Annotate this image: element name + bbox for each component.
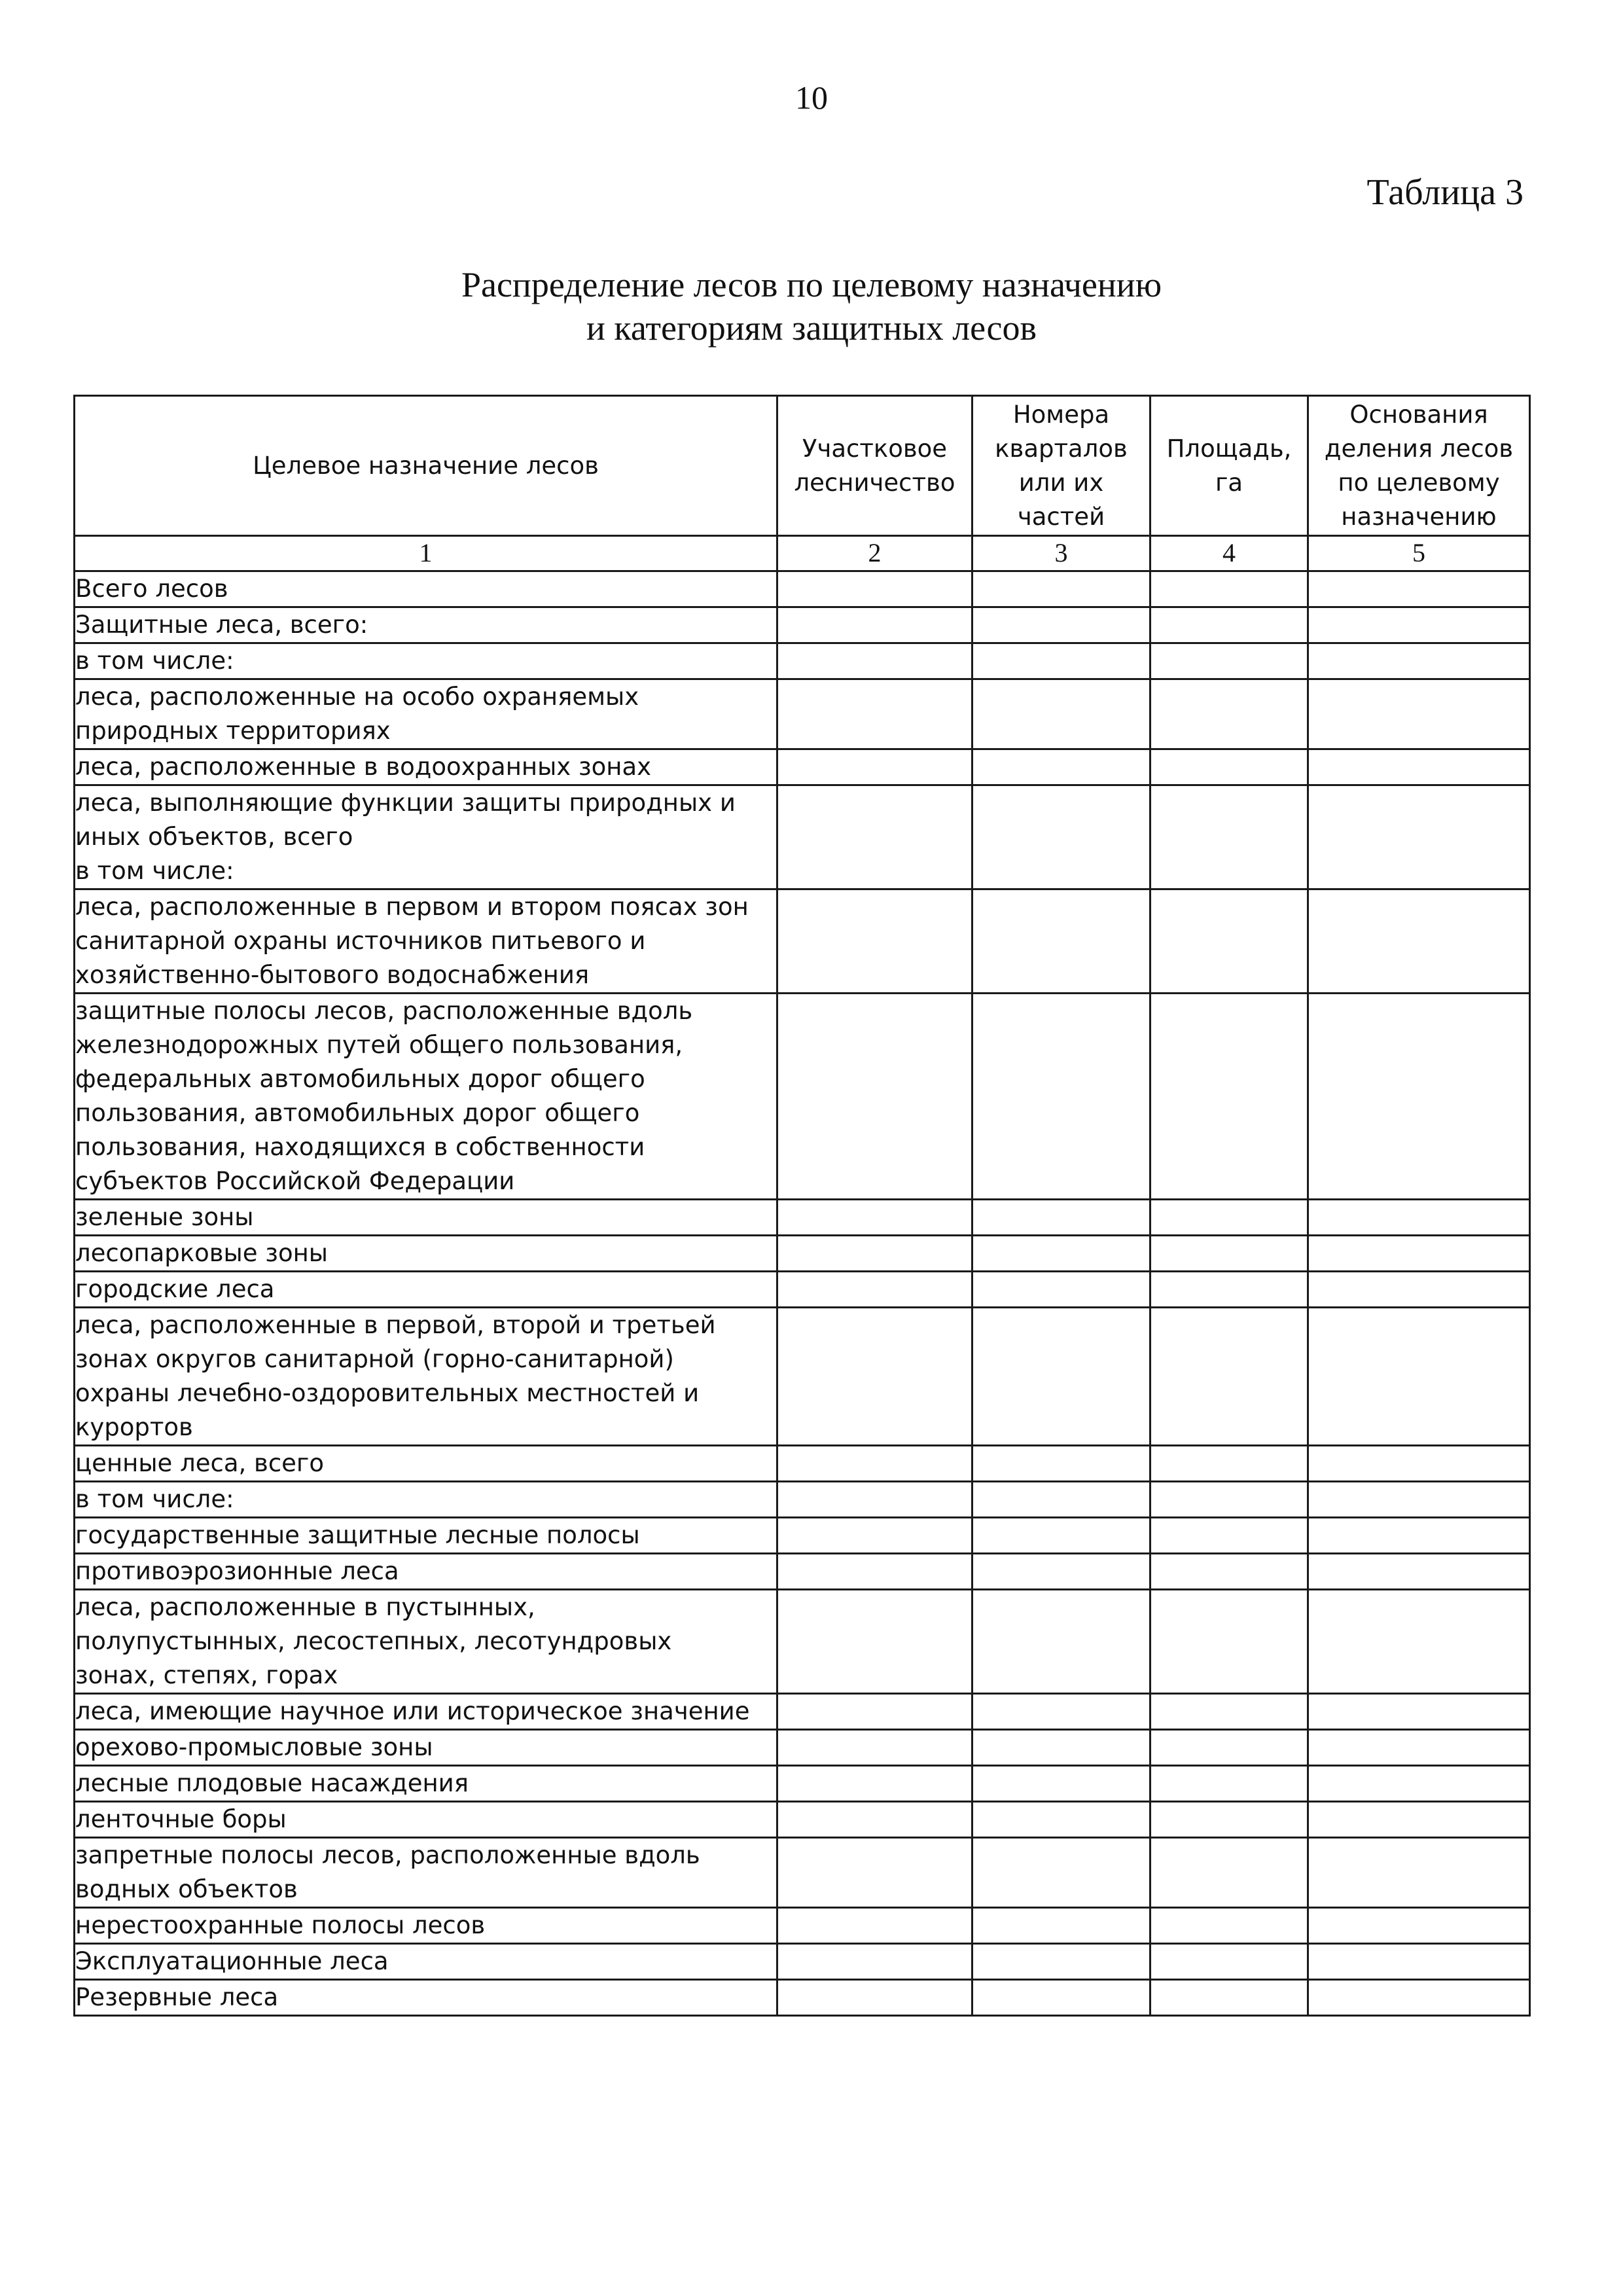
row-label — [75, 785, 777, 889]
empty-cell — [1308, 1272, 1530, 1308]
empty-cell — [1308, 1446, 1530, 1482]
row-label-line: пользования, автомобильных дорог общего — [75, 1099, 640, 1127]
table-row — [75, 1554, 1530, 1590]
empty-cell — [972, 785, 1150, 889]
table-row — [75, 1518, 1530, 1554]
header-area — [1150, 396, 1308, 536]
row-label-line: федеральных автомобильных дорог общего — [75, 1065, 645, 1093]
table-row — [75, 785, 1530, 889]
empty-cell — [1308, 643, 1530, 679]
empty-cell — [1150, 1730, 1308, 1766]
table-row — [75, 1236, 1530, 1272]
header-line: кварталов — [995, 434, 1128, 463]
row-label-line: защитные полосы лесов, расположенные вдоль — [75, 997, 693, 1025]
empty-cell — [1150, 1554, 1308, 1590]
empty-cell — [777, 607, 972, 643]
row-label — [75, 1838, 777, 1908]
table-row — [75, 749, 1530, 785]
empty-cell — [972, 1554, 1150, 1590]
table-row — [75, 1838, 1530, 1908]
empty-cell — [1308, 1308, 1530, 1446]
header-line: по целевому — [1338, 468, 1500, 497]
empty-cell — [1308, 1766, 1530, 1802]
empty-cell — [972, 994, 1150, 1200]
empty-cell — [777, 1766, 972, 1802]
row-label-line: водных объектов — [75, 1875, 298, 1903]
row-label — [75, 607, 777, 643]
empty-cell — [1308, 1554, 1530, 1590]
empty-cell — [1308, 889, 1530, 994]
row-label-line: зонах округов санитарной (горно-санитарной) — [75, 1345, 674, 1373]
empty-cell — [1150, 571, 1308, 607]
row-label — [75, 889, 777, 994]
header-quarter-numbers — [972, 396, 1150, 536]
empty-cell — [1150, 1766, 1308, 1802]
column-number: 1 — [75, 536, 777, 571]
table-row — [75, 889, 1530, 994]
empty-cell — [972, 1446, 1150, 1482]
empty-cell — [1150, 1590, 1308, 1694]
empty-cell — [972, 607, 1150, 643]
table-body — [75, 571, 1530, 2016]
empty-cell — [777, 1518, 972, 1554]
empty-cell — [972, 1730, 1150, 1766]
table-row — [75, 1694, 1530, 1730]
empty-cell — [972, 889, 1150, 994]
empty-cell — [777, 749, 972, 785]
empty-cell — [1308, 1980, 1530, 2016]
table-row — [75, 1446, 1530, 1482]
row-label-line: леса, расположенные в пустынных, — [75, 1593, 535, 1621]
empty-cell — [1308, 1482, 1530, 1518]
row-label-line: хозяйственно-бытового водоснабжения — [75, 961, 590, 989]
row-label — [75, 1802, 777, 1838]
row-label-line: полупустынных, лесостепных, лесотундровых — [75, 1627, 672, 1655]
header-line: Участковое — [802, 434, 948, 463]
empty-cell — [777, 889, 972, 994]
row-label-line: запретные полосы лесов, расположенные вдоль — [75, 1841, 700, 1869]
empty-cell — [777, 679, 972, 749]
row-label-line: леса, выполняющие функции защиты природных и — [75, 789, 736, 817]
row-label-line: Всего лесов — [75, 575, 228, 603]
table-row — [75, 1908, 1530, 1944]
empty-cell — [777, 1236, 972, 1272]
empty-cell — [1150, 1802, 1308, 1838]
row-label-line: в том числе: — [75, 647, 234, 675]
empty-cell — [972, 1980, 1150, 2016]
row-label-line: леса, расположенные на особо охраняемых — [75, 683, 639, 711]
row-label — [75, 679, 777, 749]
row-label — [75, 1308, 777, 1446]
empty-cell — [777, 1200, 972, 1236]
row-label-line: охраны лечебно-оздоровительных местностей и — [75, 1379, 700, 1407]
row-label — [75, 1518, 777, 1554]
row-label-line: зеленые зоны — [75, 1203, 254, 1231]
row-label — [75, 1908, 777, 1944]
table-row — [75, 643, 1530, 679]
table-row — [75, 1730, 1530, 1766]
row-label-line: нерестоохранные полосы лесов — [75, 1911, 486, 1939]
table-title — [131, 263, 1492, 350]
empty-cell — [1308, 1590, 1530, 1694]
empty-cell — [1150, 1272, 1308, 1308]
column-number: 4 — [1150, 536, 1308, 571]
empty-cell — [972, 1802, 1150, 1838]
empty-cell — [972, 1908, 1150, 1944]
empty-cell — [777, 994, 972, 1200]
forest-distribution-table — [73, 395, 1531, 2017]
table-row — [75, 607, 1530, 643]
empty-cell — [972, 1482, 1150, 1518]
empty-cell — [1150, 1446, 1308, 1482]
empty-cell — [972, 1308, 1150, 1446]
table-title-line-2: и категориям защитных лесов — [586, 308, 1037, 348]
column-number: 3 — [972, 536, 1150, 571]
row-label-line: в том числе: — [75, 857, 234, 885]
row-label-line: Резервные леса — [75, 1983, 279, 2011]
row-label-line: городские леса — [75, 1275, 275, 1303]
row-label — [75, 1694, 777, 1730]
empty-cell — [1150, 1308, 1308, 1446]
page-number: 10 — [795, 79, 828, 116]
row-label-line: орехово-промысловые зоны — [75, 1733, 433, 1761]
row-label — [75, 1554, 777, 1590]
empty-cell — [1150, 607, 1308, 643]
row-label-line: зонах, степях, горах — [75, 1661, 338, 1689]
row-label-line: леса, расположенные в первой, второй и третьей — [75, 1311, 716, 1339]
table-row — [75, 1272, 1530, 1308]
empty-cell — [1150, 1694, 1308, 1730]
empty-cell — [972, 571, 1150, 607]
table-row — [75, 571, 1530, 607]
header-line: Номера — [1012, 400, 1110, 429]
empty-cell — [1150, 1980, 1308, 2016]
row-label-line: в том числе: — [75, 1485, 234, 1513]
header-line: или их — [1018, 468, 1104, 497]
row-label-line: курортов — [75, 1413, 193, 1441]
row-label-line: Эксплуатационные леса — [75, 1947, 389, 1975]
row-label-line: ценные леса, всего — [75, 1449, 325, 1477]
table-title-line-1: Распределение лесов по целевому назначению — [461, 265, 1162, 304]
row-label-line: субъектов Российской Федерации — [75, 1167, 515, 1195]
empty-cell — [1308, 1944, 1530, 1980]
empty-cell — [777, 1446, 972, 1482]
empty-cell — [1308, 1694, 1530, 1730]
row-label — [75, 749, 777, 785]
empty-cell — [1150, 994, 1308, 1200]
empty-cell — [777, 1802, 972, 1838]
header-line: Основания — [1349, 400, 1488, 429]
row-label — [75, 1766, 777, 1802]
header-row — [75, 396, 1530, 536]
empty-cell — [1308, 1802, 1530, 1838]
row-label — [75, 1944, 777, 1980]
header-line: лесничество — [794, 468, 955, 497]
row-label-line: Защитные леса, всего: — [75, 611, 368, 639]
row-label-line: леса, расположенные в водоохранных зонах — [75, 753, 652, 781]
row-label — [75, 643, 777, 679]
empty-cell — [1150, 889, 1308, 994]
table-row — [75, 1482, 1530, 1518]
empty-cell — [1150, 1236, 1308, 1272]
row-label — [75, 571, 777, 607]
row-label-line: пользования, находящихся в собственности — [75, 1133, 645, 1161]
table-row — [75, 1308, 1530, 1446]
empty-cell — [1150, 1944, 1308, 1980]
header-line: Целевое назначение лесов — [253, 451, 599, 480]
empty-cell — [777, 571, 972, 607]
row-label-line: леса, расположенные в первом и втором поясах зон — [75, 893, 749, 921]
empty-cell — [1308, 1236, 1530, 1272]
row-label-line: природных территориях — [75, 717, 391, 745]
empty-cell — [777, 785, 972, 889]
column-number-row — [75, 536, 1530, 571]
row-label — [75, 1272, 777, 1308]
empty-cell — [1150, 679, 1308, 749]
header-line: частей — [1017, 502, 1105, 531]
empty-cell — [777, 643, 972, 679]
header-line: деления лесов — [1324, 434, 1514, 463]
row-label — [75, 1730, 777, 1766]
table-label: Таблица 3 — [1366, 172, 1524, 213]
empty-cell — [972, 1766, 1150, 1802]
table-row — [75, 1944, 1530, 1980]
empty-cell — [1308, 749, 1530, 785]
empty-cell — [1308, 1518, 1530, 1554]
empty-cell — [777, 1482, 972, 1518]
empty-cell — [1308, 607, 1530, 643]
table-row — [75, 1766, 1530, 1802]
empty-cell — [1150, 1518, 1308, 1554]
header-purpose — [75, 396, 777, 536]
empty-cell — [1308, 994, 1530, 1200]
row-label — [75, 1236, 777, 1272]
table-row — [75, 1980, 1530, 2016]
empty-cell — [972, 643, 1150, 679]
empty-cell — [777, 1272, 972, 1308]
column-number: 2 — [777, 536, 972, 571]
row-label-line: иных объектов, всего — [75, 823, 353, 851]
empty-cell — [777, 1554, 972, 1590]
empty-cell — [1308, 1200, 1530, 1236]
header-forestry — [777, 396, 972, 536]
row-label-line: государственные защитные лесные полосы — [75, 1521, 640, 1549]
empty-cell — [777, 1944, 972, 1980]
empty-cell — [777, 1908, 972, 1944]
empty-cell — [1150, 785, 1308, 889]
row-label-line: леса, имеющие научное или историческое значение — [75, 1697, 750, 1725]
empty-cell — [972, 1694, 1150, 1730]
empty-cell — [1308, 679, 1530, 749]
column-number: 5 — [1308, 536, 1530, 571]
empty-cell — [777, 1730, 972, 1766]
empty-cell — [1150, 1482, 1308, 1518]
table-row — [75, 1802, 1530, 1838]
empty-cell — [777, 1838, 972, 1908]
empty-cell — [1150, 1908, 1308, 1944]
empty-cell — [1150, 1200, 1308, 1236]
row-label — [75, 1482, 777, 1518]
empty-cell — [1308, 1838, 1530, 1908]
table-row — [75, 679, 1530, 749]
empty-cell — [1308, 1908, 1530, 1944]
table-row — [75, 1200, 1530, 1236]
row-label — [75, 994, 777, 1200]
empty-cell — [972, 749, 1150, 785]
empty-cell — [1308, 785, 1530, 889]
table-row — [75, 1590, 1530, 1694]
row-label — [75, 1446, 777, 1482]
row-label-line: лесные плодовые насаждения — [75, 1769, 469, 1797]
empty-cell — [1150, 749, 1308, 785]
row-label — [75, 1200, 777, 1236]
header-line: Площадь, — [1166, 434, 1292, 463]
row-label-line: противоэрозионные леса — [75, 1557, 399, 1585]
row-label-line: железнодорожных путей общего пользования, — [75, 1031, 683, 1059]
empty-cell — [1308, 571, 1530, 607]
row-label — [75, 1980, 777, 2016]
empty-cell — [777, 1590, 972, 1694]
row-label-line: лесопарковые зоны — [75, 1239, 328, 1267]
empty-cell — [777, 1980, 972, 2016]
empty-cell — [972, 1518, 1150, 1554]
header-line: га — [1215, 468, 1243, 497]
empty-cell — [972, 1838, 1150, 1908]
empty-cell — [777, 1308, 972, 1446]
empty-cell — [1308, 1730, 1530, 1766]
empty-cell — [972, 1236, 1150, 1272]
row-label-line: санитарной охраны источников питьевого и — [75, 927, 646, 955]
header-grounds — [1308, 396, 1530, 536]
empty-cell — [777, 1694, 972, 1730]
empty-cell — [972, 1272, 1150, 1308]
empty-cell — [972, 1944, 1150, 1980]
header-line: назначению — [1341, 502, 1497, 531]
row-label-line: ленточные боры — [75, 1805, 287, 1833]
empty-cell — [972, 1590, 1150, 1694]
empty-cell — [1150, 643, 1308, 679]
empty-cell — [972, 679, 1150, 749]
table-row — [75, 994, 1530, 1200]
empty-cell — [972, 1200, 1150, 1236]
empty-cell — [1150, 1838, 1308, 1908]
row-label — [75, 1590, 777, 1694]
